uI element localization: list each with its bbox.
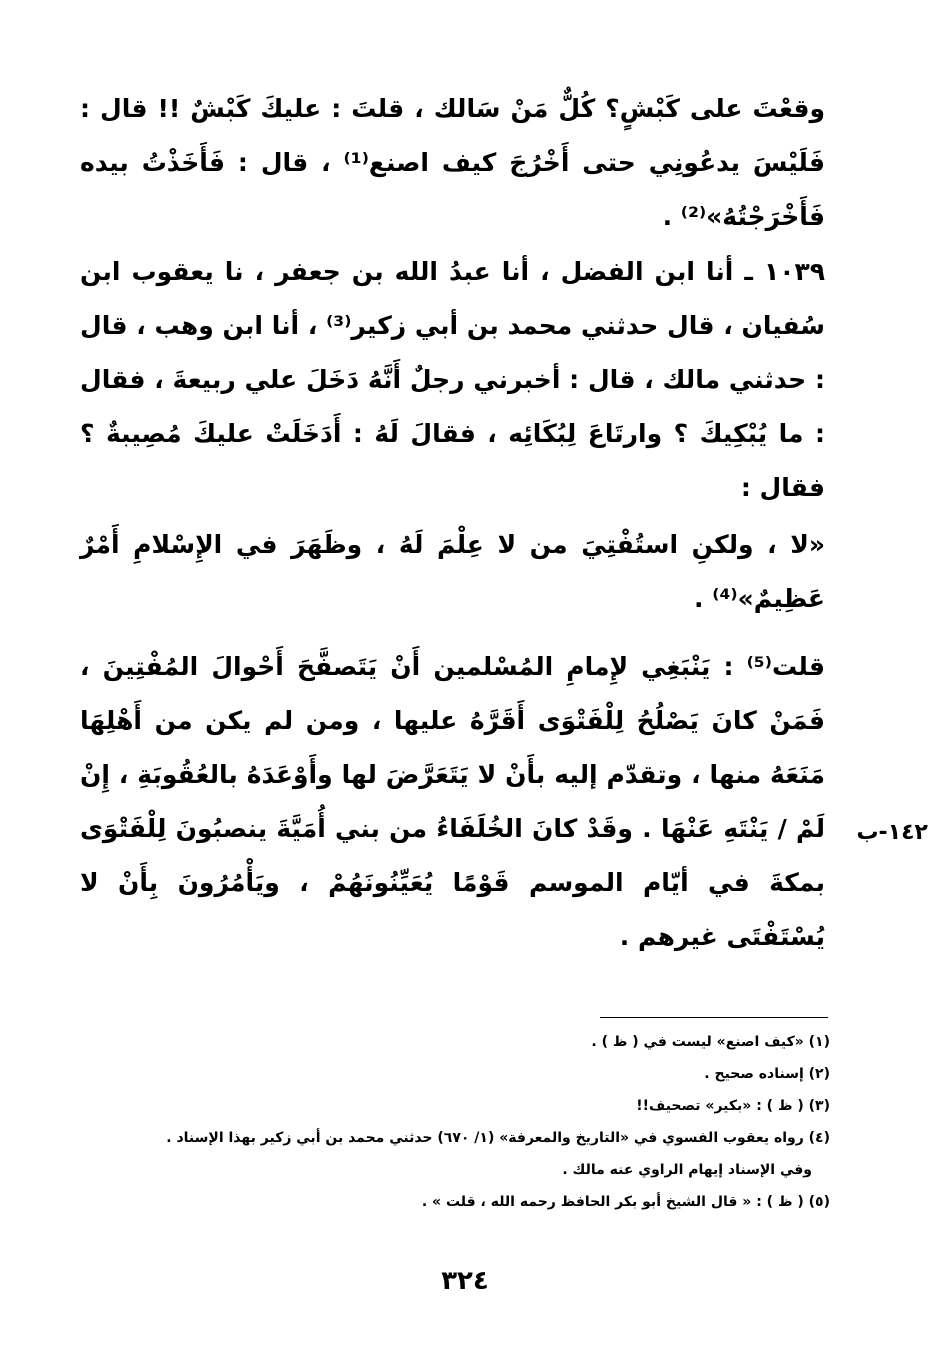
footnote-2: (٢) إسناده صحيح .: [704, 1066, 830, 1082]
paragraph-1: وقعْتَ على كَبْشٍ؟ كُلٌّ مَنْ سَالك ، قلتَ : عليكَ كَبْشٌ !! قال : فَلَيْسَ يدعُونِي حتى أَخْرُجَ كيف اصنع⁽¹⁾ ، قال : فَأَخَذْتُ بيده فَأَخْرَجْتُهُ»⁽²⁾ .: [80, 94, 825, 231]
paragraph-4: قلت⁽⁵⁾ : يَنْبَغِي لإِمامِ المُسْلمين أَنْ يَتَصفَّحَ أَحْوالَ المُفْتِينَ ، فَمَنْ كانَ يَصْلُحُ لِلْفَتْوَى أَقَرَّهُ عليها ، ومن لم يكن من أَهْلِهَا مَنَعَهُ منها ، وتقدّم إليه بأَنْ لا يَتَعَرَّضَ لها وأَوْعَدَهُ بالعُقُوبَةِ ، إِنْ لَمْ / يَنْتَهِ عَنْهَا . وقَدْ كانَ الخُلَفَاءُ من بني أُمَيَّةَ ينصبُونَ لِلْفَتْوَى بمكةَ في أيّام الموسم قَوْمًا يُعَيِّنُونَهُمْ ، ويَأْمُرُونَ بِأَنْ لا يُسْتَفْتَى غيرهم .: [80, 652, 825, 951]
footnote-4-continuation: وفي الإسناد إيهام الراوي عنه مالك .: [562, 1162, 812, 1178]
paragraph-2-text: ـ أنا ابن الفضل ، أنا عبدُ الله بن جعفر ، نا يعقوب ابن سُفيان ، قال حدثني محمد بن أبي زكير⁽³⁾ ، أنا ابن وهب ، قال : حدثني مالك ، قال : أخبرني رجلٌ أَنَّهُ دَخَلَ علي ربيعةَ ، فقال : ما يُبْكِيكَ ؟ وارتَاعَ لِبُكَائِه ، فقالَ لَهُ : أَدَخَلَتْ عليكَ مُصِيبةٌ ؟ فقال :: [80, 257, 825, 502]
paragraph-2: [80, 245, 825, 515]
main-text-block-3: [80, 518, 825, 626]
footnote-4: (٤) رواه يعقوب الفسوي في «التاريخ والمعرفة» (١/ ٦٧٠) حدثني محمد بن أبي زكير بهذا الإسناد .: [166, 1130, 830, 1146]
footnote-1: (١) «كيف اصنع» ليست في ( ظ ) .: [591, 1034, 830, 1050]
main-text-block-1: [80, 82, 825, 244]
footnote-3: (٣) ( ظ ) : «بكير» تصحيف!!: [636, 1098, 830, 1114]
page-number: ٣٢٤: [441, 1266, 489, 1296]
manuscript-folio-note: ١٤٢-ب: [856, 820, 928, 845]
footnote-separator: [600, 1017, 828, 1018]
paragraph-3: «لا ، ولكنِ استُفْتِيَ من لا عِلْمَ لَهُ ، وظَهَرَ في الإِسْلامِ أَمْرٌ عَظِيمٌ»⁽⁴⁾ .: [80, 530, 825, 613]
main-text-block-2: [80, 245, 825, 515]
footnotes: [120, 1026, 830, 1218]
main-text-block-4: [80, 640, 825, 964]
footnote-5: (٥) ( ظ ) : « قال الشيخ أبو بكر الحافظ رحمه الله ، قلت » .: [421, 1194, 830, 1210]
hadith-number: ١٠٣٩: [763, 257, 825, 286]
